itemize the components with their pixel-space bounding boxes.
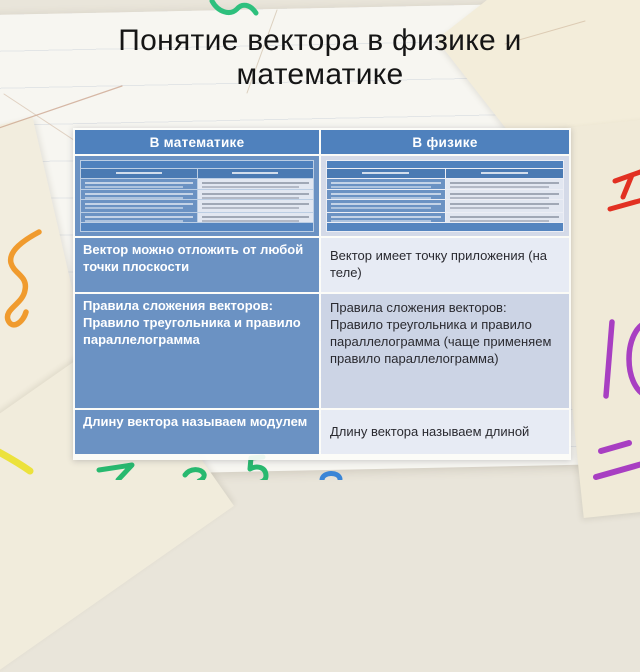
thumb-row — [327, 190, 563, 199]
slide-title-line1: Понятие вектора в физике и — [118, 24, 522, 57]
blue-digit — [322, 473, 340, 480]
thumb-row — [81, 190, 313, 199]
table-header-physics: В физике — [321, 130, 569, 154]
slide-title — [30, 24, 610, 91]
cell-physics-length: Длину вектора называем длиной — [321, 410, 569, 454]
table-thumbnail — [80, 160, 314, 232]
cell-math-offset: Вектор можно отложить от любой точки плоскости — [75, 238, 319, 292]
thumb-top-bar — [81, 161, 313, 168]
thumb-bottom-bar — [327, 223, 563, 231]
comparison-table — [73, 128, 571, 460]
cell-physics-application-point: Вектор имеет точку приложения (на теле) — [321, 238, 569, 292]
table-header-math: В математике — [75, 130, 319, 154]
thumb-row — [327, 213, 563, 222]
thumbnail-cell-physics — [321, 156, 569, 236]
thumb-row — [327, 200, 563, 212]
slide-title-line2: математике — [236, 57, 404, 91]
thumb-top-bar — [327, 161, 563, 168]
thumb-row — [81, 179, 313, 189]
table-thumbnail — [326, 160, 564, 232]
cell-math-addition-rules: Правила сложения векторов: Правило треугольника и правило параллелограмма — [75, 294, 319, 408]
thumb-row — [81, 213, 313, 222]
thumb-row — [327, 179, 563, 189]
thumb-header-row — [81, 169, 313, 178]
cell-math-modulus: Длину вектора называем модулем — [75, 410, 319, 454]
thumb-header-row — [327, 169, 563, 178]
thumbnail-cell-math — [75, 156, 319, 236]
thumb-bottom-bar — [81, 223, 313, 231]
thumb-row — [81, 200, 313, 212]
cell-physics-addition-rules: Правила сложения векторов: Правило треугольника и правило параллелограмма (чаще применяем правило параллелограмма) — [321, 294, 569, 408]
